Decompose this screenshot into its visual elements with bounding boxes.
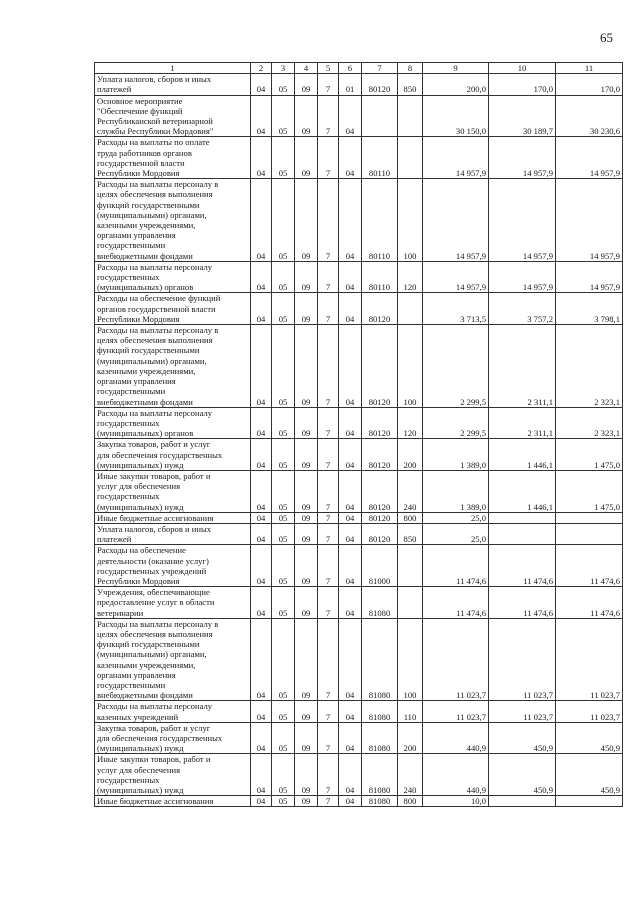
- code-cell: 04: [251, 754, 272, 796]
- row-name-cell: Расходы на выплаты персоналу в целях обеспечения выполнения функций государственными (муниципальными) органами, казенными учреждениями, органами управления государственными внебюджетными фондами: [95, 325, 251, 408]
- table-row: [95, 439, 623, 471]
- code-cell: 81080: [362, 701, 398, 722]
- code-cell: 05: [272, 261, 295, 293]
- code-cell: 04: [251, 796, 272, 807]
- code-cell: 04: [251, 470, 272, 512]
- code-cell: 04: [339, 261, 362, 293]
- code-cell: 05: [272, 95, 295, 137]
- amount-cell: 11 023,7: [423, 701, 489, 722]
- code-cell: 04: [251, 137, 272, 179]
- code-cell: 05: [272, 179, 295, 262]
- row-name-cell: Иные бюджетные ассигнования: [95, 512, 251, 523]
- code-cell: 80120: [362, 470, 398, 512]
- code-cell: 200: [398, 722, 423, 754]
- code-cell: 04: [251, 439, 272, 471]
- amount-cell: [489, 523, 556, 544]
- code-cell: 05: [272, 587, 295, 619]
- code-cell: 05: [272, 754, 295, 796]
- code-cell: 04: [339, 754, 362, 796]
- code-cell: 04: [251, 293, 272, 325]
- code-cell: 09: [295, 470, 318, 512]
- amount-cell: 11 474,6: [556, 545, 623, 587]
- amount-cell: 14 957,9: [556, 137, 623, 179]
- amount-cell: 14 957,9: [423, 261, 489, 293]
- code-cell: 7: [318, 74, 339, 95]
- table-row: [95, 796, 623, 807]
- amount-cell: 11 023,7: [423, 618, 489, 701]
- code-cell: 7: [318, 179, 339, 262]
- amount-cell: [489, 796, 556, 807]
- code-cell: 7: [318, 407, 339, 439]
- code-cell: 09: [295, 545, 318, 587]
- row-name-cell: Расходы на выплаты по оплате труда работников органов государственной власти Республики Мордовия: [95, 137, 251, 179]
- table-row: [95, 95, 623, 137]
- code-cell: 81080: [362, 754, 398, 796]
- amount-cell: 14 957,9: [489, 137, 556, 179]
- code-cell: 04: [251, 587, 272, 619]
- code-cell: 80120: [362, 293, 398, 325]
- code-cell: 7: [318, 439, 339, 471]
- row-name-cell: Расходы на выплаты персоналу в целях обеспечения выполнения функций государственными (муниципальными) органами, казенными учреждениями, органами управления государственными внебюджетными фондами: [95, 179, 251, 262]
- row-name-cell: Иные закупки товаров, работ и услуг для обеспечения государственных (муниципальных) нужд: [95, 754, 251, 796]
- code-cell: 850: [398, 74, 423, 95]
- code-cell: 800: [398, 512, 423, 523]
- code-cell: 80120: [362, 523, 398, 544]
- code-cell: 04: [339, 722, 362, 754]
- amount-cell: 2 323,1: [556, 325, 623, 408]
- code-cell: 7: [318, 523, 339, 544]
- code-cell: 7: [318, 587, 339, 619]
- code-cell: 80120: [362, 74, 398, 95]
- code-cell: 04: [339, 470, 362, 512]
- code-cell: 04: [251, 325, 272, 408]
- code-cell: 04: [251, 407, 272, 439]
- code-cell: 7: [318, 796, 339, 807]
- amount-cell: 11 023,7: [556, 618, 623, 701]
- code-cell: 05: [272, 439, 295, 471]
- code-cell: 80120: [362, 439, 398, 471]
- code-cell: 05: [272, 523, 295, 544]
- code-cell: 09: [295, 407, 318, 439]
- code-cell: 05: [272, 701, 295, 722]
- row-name-cell: Закупка товаров, работ и услуг для обеспечения государственных (муниципальных) нужд: [95, 722, 251, 754]
- code-cell: 09: [295, 722, 318, 754]
- code-cell: 110: [398, 701, 423, 722]
- header-cell: 4: [295, 63, 318, 74]
- table-row: [95, 701, 623, 722]
- row-name-cell: Основное мероприятие "Обеспечение функций Республиканской ветеринарной службы Республики Мордовия": [95, 95, 251, 137]
- code-cell: [398, 587, 423, 619]
- code-cell: 04: [339, 796, 362, 807]
- code-cell: 100: [398, 325, 423, 408]
- table-row: [95, 512, 623, 523]
- code-cell: 100: [398, 618, 423, 701]
- amount-cell: 30 230,6: [556, 95, 623, 137]
- code-cell: 81080: [362, 796, 398, 807]
- amount-cell: [489, 512, 556, 523]
- amount-cell: 170,0: [556, 74, 623, 95]
- table-row: [95, 545, 623, 587]
- code-cell: 05: [272, 796, 295, 807]
- header-cell: 6: [339, 63, 362, 74]
- row-name-cell: Иные бюджетные ассигнования: [95, 796, 251, 807]
- code-cell: 09: [295, 179, 318, 262]
- code-cell: 09: [295, 325, 318, 408]
- code-cell: 7: [318, 545, 339, 587]
- amount-cell: 10,0: [423, 796, 489, 807]
- code-cell: [398, 293, 423, 325]
- code-cell: 04: [339, 325, 362, 408]
- amount-cell: 440,9: [423, 754, 489, 796]
- code-cell: 09: [295, 74, 318, 95]
- amount-cell: 2 299,5: [423, 325, 489, 408]
- amount-cell: 14 957,9: [423, 179, 489, 262]
- header-cell: 3: [272, 63, 295, 74]
- row-name-cell: Закупка товаров, работ и услуг для обеспечения государственных (муниципальных) нужд: [95, 439, 251, 471]
- amount-cell: 14 957,9: [489, 179, 556, 262]
- amount-cell: 450,9: [556, 754, 623, 796]
- amount-cell: 200,0: [423, 74, 489, 95]
- amount-cell: 1 389,0: [423, 470, 489, 512]
- amount-cell: 1 389,0: [423, 439, 489, 471]
- code-cell: [398, 137, 423, 179]
- code-cell: 04: [339, 407, 362, 439]
- code-cell: 04: [251, 618, 272, 701]
- code-cell: 09: [295, 796, 318, 807]
- amount-cell: 2 323,1: [556, 407, 623, 439]
- amount-cell: 11 023,7: [489, 618, 556, 701]
- code-cell: 05: [272, 407, 295, 439]
- code-cell: 80120: [362, 325, 398, 408]
- amount-cell: [556, 523, 623, 544]
- code-cell: 800: [398, 796, 423, 807]
- amount-cell: 30 150,0: [423, 95, 489, 137]
- code-cell: 81000: [362, 545, 398, 587]
- code-cell: 7: [318, 470, 339, 512]
- code-cell: 04: [339, 179, 362, 262]
- table-row: [95, 618, 623, 701]
- code-cell: 7: [318, 618, 339, 701]
- code-cell: 04: [339, 95, 362, 137]
- amount-cell: [556, 512, 623, 523]
- row-name-cell: Уплата налогов, сборов и иных платежей: [95, 74, 251, 95]
- table-row: [95, 137, 623, 179]
- table-row: [95, 74, 623, 95]
- code-cell: 04: [339, 618, 362, 701]
- row-name-cell: Расходы на выплаты персоналу государственных (муниципальных) органов: [95, 261, 251, 293]
- amount-cell: 25,0: [423, 523, 489, 544]
- amount-cell: 3 713,5: [423, 293, 489, 325]
- code-cell: 120: [398, 261, 423, 293]
- amount-cell: 11 474,6: [489, 587, 556, 619]
- code-cell: 850: [398, 523, 423, 544]
- amount-cell: 2 311,1: [489, 325, 556, 408]
- row-name-cell: Уплата налогов, сборов и иных платежей: [95, 523, 251, 544]
- code-cell: 7: [318, 722, 339, 754]
- amount-cell: [556, 796, 623, 807]
- header-cell: 9: [423, 63, 489, 74]
- table-row: [95, 179, 623, 262]
- code-cell: 05: [272, 470, 295, 512]
- amount-cell: 11 474,6: [556, 587, 623, 619]
- table-row: [95, 722, 623, 754]
- code-cell: [362, 95, 398, 137]
- code-cell: 04: [339, 293, 362, 325]
- code-cell: 80120: [362, 407, 398, 439]
- code-cell: 04: [339, 512, 362, 523]
- code-cell: 09: [295, 523, 318, 544]
- code-cell: 09: [295, 754, 318, 796]
- amount-cell: 14 957,9: [556, 261, 623, 293]
- code-cell: 05: [272, 325, 295, 408]
- table-row: [95, 325, 623, 408]
- row-name-cell: Учреждения, обеспечивающие предоставление услуг в области ветеринарии: [95, 587, 251, 619]
- code-cell: 80110: [362, 179, 398, 262]
- row-name-cell: Расходы на выплаты персоналу в целях обеспечения выполнения функций государственными (муниципальными) органами, казенными учреждениями, органами управления государственными внебюджетными фондами: [95, 618, 251, 701]
- code-cell: 05: [272, 74, 295, 95]
- amount-cell: 450,9: [489, 722, 556, 754]
- code-cell: 05: [272, 512, 295, 523]
- code-cell: 05: [272, 722, 295, 754]
- code-cell: 240: [398, 754, 423, 796]
- amount-cell: 11 474,6: [423, 545, 489, 587]
- code-cell: 7: [318, 261, 339, 293]
- amount-cell: 14 957,9: [423, 137, 489, 179]
- amount-cell: 450,9: [556, 722, 623, 754]
- code-cell: 09: [295, 261, 318, 293]
- code-cell: 7: [318, 512, 339, 523]
- row-name-cell: Расходы на выплаты персоналу казенных учреждений: [95, 701, 251, 722]
- amount-cell: 11 474,6: [489, 545, 556, 587]
- code-cell: 04: [251, 545, 272, 587]
- amount-cell: 14 957,9: [489, 261, 556, 293]
- amount-cell: 1 446,1: [489, 470, 556, 512]
- code-cell: 7: [318, 137, 339, 179]
- code-cell: 04: [251, 179, 272, 262]
- header-cell: 5: [318, 63, 339, 74]
- amount-cell: 1 446,1: [489, 439, 556, 471]
- amount-cell: 11 023,7: [556, 701, 623, 722]
- amount-cell: 30 189,7: [489, 95, 556, 137]
- code-cell: 04: [251, 74, 272, 95]
- code-cell: 04: [339, 137, 362, 179]
- code-cell: 09: [295, 293, 318, 325]
- amount-cell: 1 475,0: [556, 439, 623, 471]
- amount-cell: 440,9: [423, 722, 489, 754]
- row-name-cell: Расходы на выплаты персоналу государственных (муниципальных) органов: [95, 407, 251, 439]
- amount-cell: 14 957,9: [556, 179, 623, 262]
- amount-cell: 2 299,5: [423, 407, 489, 439]
- header-cell: 8: [398, 63, 423, 74]
- row-name-cell: Расходы на обеспечение деятельности (оказание услуг) государственных учреждений Республики Мордовия: [95, 545, 251, 587]
- header-cell: 11: [556, 63, 623, 74]
- code-cell: [398, 545, 423, 587]
- header-cell: 2: [251, 63, 272, 74]
- header-cell: 7: [362, 63, 398, 74]
- code-cell: [398, 95, 423, 137]
- amount-cell: 25,0: [423, 512, 489, 523]
- table-row: [95, 587, 623, 619]
- code-cell: 80110: [362, 137, 398, 179]
- code-cell: 05: [272, 545, 295, 587]
- code-cell: 200: [398, 439, 423, 471]
- code-cell: 81080: [362, 722, 398, 754]
- code-cell: 120: [398, 407, 423, 439]
- code-cell: 09: [295, 587, 318, 619]
- row-name-cell: Расходы на обеспечение функций органов государственной власти Республики Мордовия: [95, 293, 251, 325]
- code-cell: 7: [318, 754, 339, 796]
- table-row: [95, 470, 623, 512]
- amount-cell: 170,0: [489, 74, 556, 95]
- code-cell: 09: [295, 439, 318, 471]
- code-cell: 04: [339, 545, 362, 587]
- budget-table: [94, 62, 623, 807]
- code-cell: 09: [295, 512, 318, 523]
- code-cell: 05: [272, 137, 295, 179]
- code-cell: 04: [339, 701, 362, 722]
- code-cell: 09: [295, 95, 318, 137]
- amount-cell: 450,9: [489, 754, 556, 796]
- header-row: [95, 63, 623, 74]
- code-cell: 09: [295, 137, 318, 179]
- code-cell: 7: [318, 95, 339, 137]
- amount-cell: 11 023,7: [489, 701, 556, 722]
- code-cell: 04: [251, 261, 272, 293]
- amount-cell: 3 757,2: [489, 293, 556, 325]
- code-cell: 7: [318, 293, 339, 325]
- header-cell: 10: [489, 63, 556, 74]
- code-cell: 7: [318, 701, 339, 722]
- code-cell: 81080: [362, 587, 398, 619]
- table-row: [95, 407, 623, 439]
- amount-cell: 11 474,6: [423, 587, 489, 619]
- code-cell: 04: [251, 512, 272, 523]
- header-cell: 1: [95, 63, 251, 74]
- code-cell: 240: [398, 470, 423, 512]
- code-cell: 100: [398, 179, 423, 262]
- code-cell: 04: [251, 523, 272, 544]
- amount-cell: 3 798,1: [556, 293, 623, 325]
- row-name-cell: Иные закупки товаров, работ и услуг для обеспечения государственных (муниципальных) нужд: [95, 470, 251, 512]
- code-cell: 04: [251, 722, 272, 754]
- code-cell: 01: [339, 74, 362, 95]
- page-number: 65: [600, 30, 613, 45]
- code-cell: 09: [295, 701, 318, 722]
- code-cell: 05: [272, 618, 295, 701]
- code-cell: 81080: [362, 618, 398, 701]
- code-cell: 04: [251, 701, 272, 722]
- code-cell: 04: [339, 523, 362, 544]
- table-row: [95, 293, 623, 325]
- amount-cell: 2 311,1: [489, 407, 556, 439]
- code-cell: 04: [251, 95, 272, 137]
- code-cell: 09: [295, 618, 318, 701]
- table-row: [95, 523, 623, 544]
- code-cell: 04: [339, 439, 362, 471]
- code-cell: 05: [272, 293, 295, 325]
- table-row: [95, 754, 623, 796]
- code-cell: 80120: [362, 512, 398, 523]
- table-row: [95, 261, 623, 293]
- code-cell: 7: [318, 325, 339, 408]
- amount-cell: 1 475,0: [556, 470, 623, 512]
- code-cell: 04: [339, 587, 362, 619]
- code-cell: 80110: [362, 261, 398, 293]
